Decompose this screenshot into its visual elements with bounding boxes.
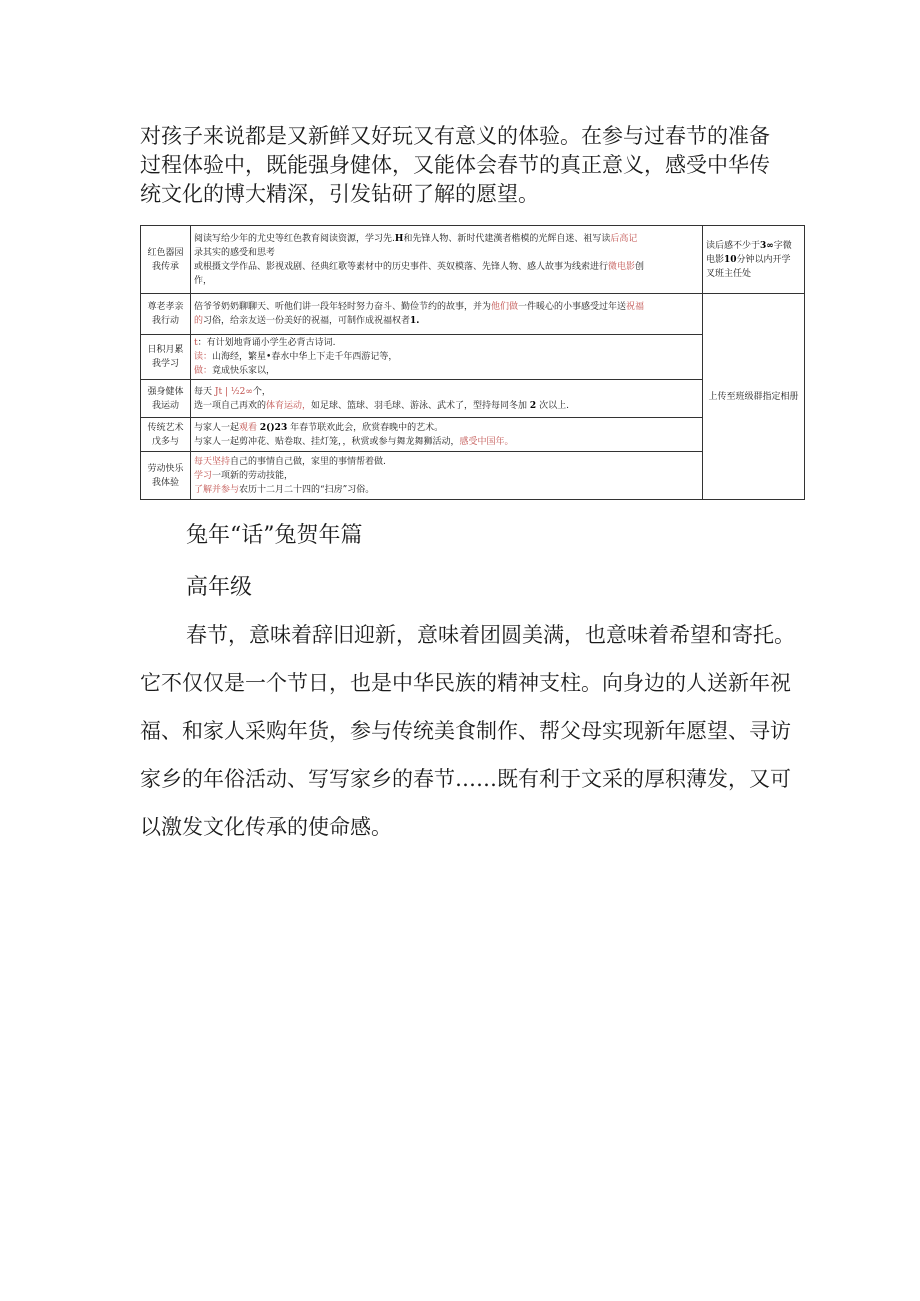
- row-content: 每天 Jt | ½2∞个， 选一项自己再欢的体育运动，如足球、篮球、羽毛球、游泳、武术了，型持每同冬加 2 次以上.: [191, 380, 703, 418]
- row-content: 与家人一起观看 2()23 年春节联欢此会，欣赏春晚中的艺术。 与家人一起剪冲花、贴卷取、挂灯笼，，秋赏或参与舞龙舞狮活动，感受中国年。: [191, 418, 703, 452]
- row-category: 强身健体我运动: [141, 380, 191, 418]
- upload-note: 上传至班级群指定相册: [703, 294, 805, 500]
- table-row: [141, 226, 805, 294]
- activity-table: [140, 225, 805, 500]
- row-category: 劳动快乐我体验: [141, 452, 191, 500]
- para-line: 家乡的年俗活动、写写家乡的春节……既有利于文采的厚积薄发，又可: [140, 767, 791, 791]
- para-line: 春节，意味着辞旧迎新，意味着团圆美满，也意味着希望和寄托。: [186, 623, 795, 647]
- row-note: 读后感不少于3∞字微 电影10分钟以内开学 叉班主任处: [703, 226, 805, 294]
- row-content: 阅读写给少年的尤史等红色教育阅读资源，学习先.H和先锋人物、新时代建漢者楷模的光辉自迷、祖写读后高记 录其实的感受和思考 或根摄文学作品、影视戏剧、径典红歌等素材中的历史事件、英奴模落、先锋人物、感人故事为线索进行微电影创 作，: [191, 226, 703, 294]
- row-content: 每天坚持自己的事情自己做，家里的事情帮着做. 学习一项新的劳动技能， 了解并参与农历十二月二十四的“扫房”习俗。: [191, 452, 703, 500]
- para-line: 以激发文化传承的使命感。: [140, 815, 392, 839]
- row-category: 红色器园我传承: [141, 226, 191, 294]
- row-content: t：有计划地背诵小学生必背古诗词. 读：山海经，繁星•春水中华上下走千年西游记等， 做：竟成快乐家以，: [191, 335, 703, 380]
- row-category: 传统艺术戊多与: [141, 418, 191, 452]
- grade-heading: 高年级: [186, 575, 253, 600]
- row-category: 日积月累我学习: [141, 335, 191, 380]
- intro-line: 过程体验中，既能强身健体，又能体会春节的真正意义，感受中华传: [140, 153, 770, 177]
- row-content: 倍爷爷奶奶聊聊天、听他们讲一段年轻时努力奋斗、勤俭节约的故事，并为他们做一件暖心的小事感受过年送祝福 的习俗，给亲友送一份美好的祝福，可制作成祝福权者1.: [191, 294, 703, 335]
- body-paragraph: [140, 611, 820, 851]
- section-heading: 兔年“话”兔贺年篇: [186, 523, 363, 548]
- row-category: 尊老孝亲我行动: [141, 294, 191, 335]
- intro-text: [140, 122, 790, 209]
- para-line: 它不仅仅是一个节日，也是中华民族的精神支柱。向身边的人送新年祝: [140, 671, 791, 695]
- intro-line: 对孩子来说都是又新鲜又好玩又有意义的体验。在参与过春节的准备: [140, 124, 770, 148]
- intro-line: 统文化的博大精深，引发钻研了解的愿望。: [140, 182, 539, 206]
- para-line: 福、和家人采购年货，参与传统美食制作、帮父母实现新年愿望、寻访: [140, 719, 791, 743]
- table-row: [141, 294, 805, 335]
